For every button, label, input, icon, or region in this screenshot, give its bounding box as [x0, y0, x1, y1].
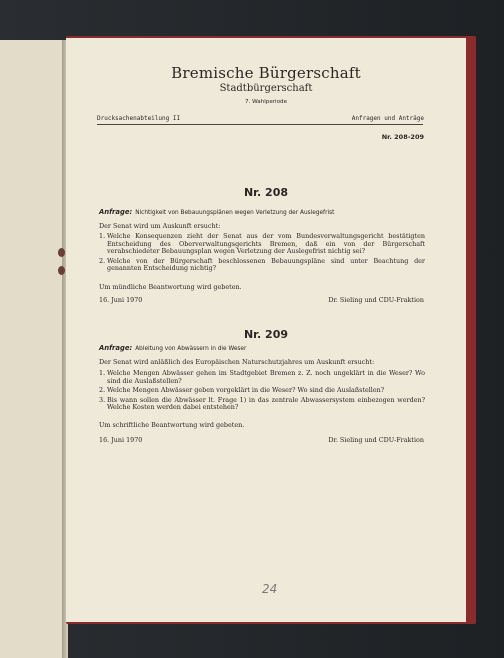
nr208-item — [99, 258, 425, 273]
document-title: Bremische Bürgerschaft — [171, 64, 361, 82]
nr208-item-number: 2. — [99, 256, 106, 265]
nr208-anfrage-line — [99, 209, 425, 218]
nr209-item — [99, 397, 425, 412]
nr208-item-text: Welche Konsequenzen zieht der Senat aus der vom Bundesverwaltungsgericht bestätigten Entscheidung des Oberverwaltungsgerichts Bremen, daß ein von der Bürgerschaft verabschiedeter Bebauungsplan wegen Verletzung der Auslegefrist nichtig sei? — [107, 232, 425, 256]
nr208-item-text: Welche von der Bürgerschaft beschlossenen Bebauungspläne sind unter Beachtung der genannten Entscheidung nichtig? — [107, 256, 425, 273]
nr209-item — [99, 387, 425, 395]
header-rule — [97, 124, 423, 125]
nr209-heading: Nr. 209 — [243, 328, 289, 341]
nr209-intro: Der Senat wird anläßlich des Europäischen Naturschutzjahres um Auskunft ersucht: — [99, 358, 375, 366]
nr208-heading: Nr. 208 — [243, 186, 289, 199]
nr209-item-number: 3. — [99, 395, 106, 404]
nr208-anfrage-title: Nichtigkeit von Bebauungsplänen wegen Verletzung der Auslegefrist — [135, 210, 335, 216]
nr208-item — [99, 233, 425, 256]
nr209-item — [99, 370, 425, 385]
nr209-closing: Um schriftliche Beantwortung wird gebeten. — [99, 421, 245, 429]
document-page — [66, 38, 466, 622]
nr209-item-text: Welche Mengen Abwässer gehen im Stadtgebiet Bremen z. Z. noch ungeklärt in die Weser? Wo sind die Auslaßstellen? — [107, 369, 425, 385]
nr208-closing: Um mündliche Beantwortung wird gebeten. — [99, 283, 242, 291]
document-range: Nr. 208-209 — [381, 133, 424, 141]
nr208-signature: Dr. Sieling und CDU-Fraktion — [328, 296, 424, 304]
legislative-period: 7. Wahlperiode — [244, 99, 288, 105]
pencil-page-note: 24 — [262, 582, 278, 596]
nr208-item-number: 1. — [99, 232, 106, 240]
nr208-anfrage-label: Anfrage: — [99, 208, 133, 216]
section-right: Anfragen und Anträge — [351, 115, 424, 122]
nr209-item-number: 1. — [99, 369, 106, 377]
previous-page-edge — [0, 40, 66, 658]
nr208-item-list — [99, 233, 425, 273]
nr209-item-list — [99, 370, 425, 412]
punch-hole-top — [58, 248, 65, 257]
nr209-anfrage-line — [99, 345, 425, 354]
nr209-item-text: Welche Mengen Abwässer geben vorgeklärt in die Weser? Wo sind die Auslaßstellen? — [107, 386, 385, 395]
nr208-date: 16. Juni 1970 — [99, 296, 143, 304]
nr209-signature: Dr. Sieling und CDU-Fraktion — [328, 436, 424, 444]
nr209-item-number: 2. — [99, 386, 106, 395]
document-subtitle: Stadtbürgerschaft — [219, 83, 313, 94]
nr209-anfrage-label: Anfrage: — [99, 344, 133, 352]
section-left: Drucksachenabteilung II — [97, 115, 181, 122]
nr209-item-text: Bis wann sollen die Abwässer lt. Frage 1) in das zentrale Abwassersystem einbezogen werden? Welche Kosten werden dabei entstehen? — [107, 395, 425, 412]
punch-hole-bottom — [58, 266, 65, 275]
nr208-intro: Der Senat wird um Auskunft ersucht: — [99, 222, 221, 230]
nr209-anfrage-title: Ableitung von Abwässern in die Weser — [135, 346, 247, 352]
nr209-date: 16. Juni 1970 — [99, 436, 143, 444]
